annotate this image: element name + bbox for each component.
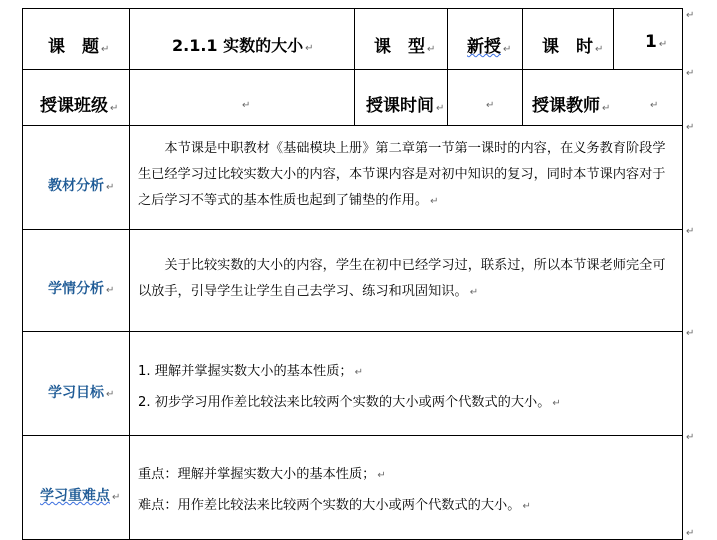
time-label-text: 授课时间: [366, 96, 434, 116]
textbook-analysis-text: [138, 136, 678, 215]
learning-goal-item: [138, 360, 363, 379]
paragraph-mark: ↵: [650, 100, 659, 111]
topic-value-text: 2.1.1 实数的大小: [172, 36, 304, 55]
topic-label-text: 课 题: [48, 37, 99, 57]
learning-goals-label: [48, 382, 114, 402]
paragraph-mark: ↵: [354, 367, 363, 378]
row-end-mark: ↵: [686, 68, 695, 79]
table-rule: [354, 8, 355, 126]
paragraph-mark: ↵: [110, 103, 119, 114]
period-label: [542, 32, 603, 57]
learning-goal-2-text: 2. 初步学习用作差比较法来比较两个实数的大小或两个代数式的大小。: [138, 395, 551, 410]
key-point-item: [138, 494, 531, 513]
row-end-mark: ↵: [686, 122, 695, 133]
topic-value: [172, 33, 314, 56]
table-rule: [129, 8, 130, 540]
paragraph-mark: ↵: [427, 44, 436, 55]
row-end-mark: ↵: [686, 432, 695, 443]
row-end-mark: ↵: [686, 10, 695, 21]
topic-label: [48, 32, 109, 57]
period-value: [645, 32, 667, 52]
table-rule: [22, 435, 683, 436]
teacher-value[interactable]: [648, 93, 658, 113]
table-rule: [447, 8, 448, 126]
type-label-text: 课 型: [374, 37, 425, 57]
paragraph-mark: ↵: [377, 470, 386, 481]
table-rule: [22, 8, 23, 540]
learning-goals-label-text: 学习目标: [48, 385, 104, 401]
key-points-label: [40, 485, 120, 505]
paragraph-mark: ↵: [430, 196, 439, 207]
paragraph-mark: ↵: [486, 100, 495, 111]
paragraph-mark: ↵: [106, 389, 115, 400]
textbook-analysis-label: [48, 175, 114, 195]
student-analysis-text: [138, 253, 678, 306]
teacher-label: [532, 91, 610, 116]
type-label: [374, 32, 435, 57]
paragraph-mark: ↵: [242, 100, 251, 111]
paragraph-mark: ↵: [101, 44, 110, 55]
textbook-analysis-body: 本节课是中职教材《基础模块上册》第二章第一节第一课时的内容，在义务教育阶段学生已经学习过比较实数大小的内容，本节课内容是对初中知识的复习，同时本节课内容对于之后学习不等式的基本性质也起到了铺垫的作用。: [138, 141, 666, 208]
student-analysis-body: 关于比较实数的大小的内容，学生在初中已经学习过，联系过，所以本节课老师完全可以放手，引导学生让学生自己去学习、练习和巩固知识。: [138, 258, 666, 299]
paragraph-mark: ↵: [106, 182, 115, 193]
row-end-mark: ↵: [686, 528, 695, 539]
class-value[interactable]: [240, 93, 250, 113]
table-rule: [682, 8, 683, 540]
paragraph-mark: ↵: [112, 492, 121, 503]
period-value-text: 1: [645, 32, 657, 52]
student-analysis-label-text: 学情分析: [48, 281, 104, 297]
time-value[interactable]: [484, 93, 494, 113]
class-label-text: 授课班级: [40, 96, 108, 116]
type-value: [467, 32, 511, 57]
learning-goal-1-text: 1. 理解并掌握实数大小的基本性质；: [138, 364, 353, 379]
paragraph-mark: ↵: [305, 43, 314, 54]
table-rule: [22, 8, 683, 9]
key-point-2-text: 难点：用作差比较法来比较两个实数的大小或两个代数式的大小。: [138, 498, 521, 513]
paragraph-mark: ↵: [469, 287, 479, 298]
paragraph-mark: ↵: [658, 39, 668, 50]
period-label-text: 课 时: [542, 37, 593, 57]
row-end-mark: ↵: [686, 328, 695, 339]
time-label: [366, 91, 444, 116]
table-rule: [22, 69, 683, 70]
row-end-mark: ↵: [686, 226, 695, 237]
table-rule: [22, 229, 683, 230]
table-rule: [22, 125, 683, 126]
table-rule: [613, 8, 614, 70]
table-rule: [22, 331, 683, 332]
key-points-label-text: 学习重难点: [40, 488, 110, 504]
paragraph-mark: ↵: [436, 103, 445, 114]
learning-goal-item: [138, 391, 561, 410]
paragraph-mark: ↵: [552, 398, 561, 409]
paragraph-mark: ↵: [503, 44, 512, 55]
teacher-label-text: 授课教师: [532, 96, 600, 116]
table-rule: [522, 8, 523, 126]
student-analysis-label: [48, 278, 114, 298]
paragraph-mark: ↵: [602, 103, 611, 114]
key-point-item: [138, 463, 386, 482]
textbook-analysis-label-text: 教材分析: [48, 178, 104, 194]
paragraph-mark: ↵: [106, 285, 115, 296]
key-point-1-text: 重点：理解并掌握实数大小的基本性质；: [138, 467, 376, 482]
paragraph-mark: ↵: [522, 501, 531, 512]
type-value-text: 新授: [467, 37, 501, 57]
paragraph-mark: ↵: [595, 44, 604, 55]
class-label: [40, 91, 118, 116]
